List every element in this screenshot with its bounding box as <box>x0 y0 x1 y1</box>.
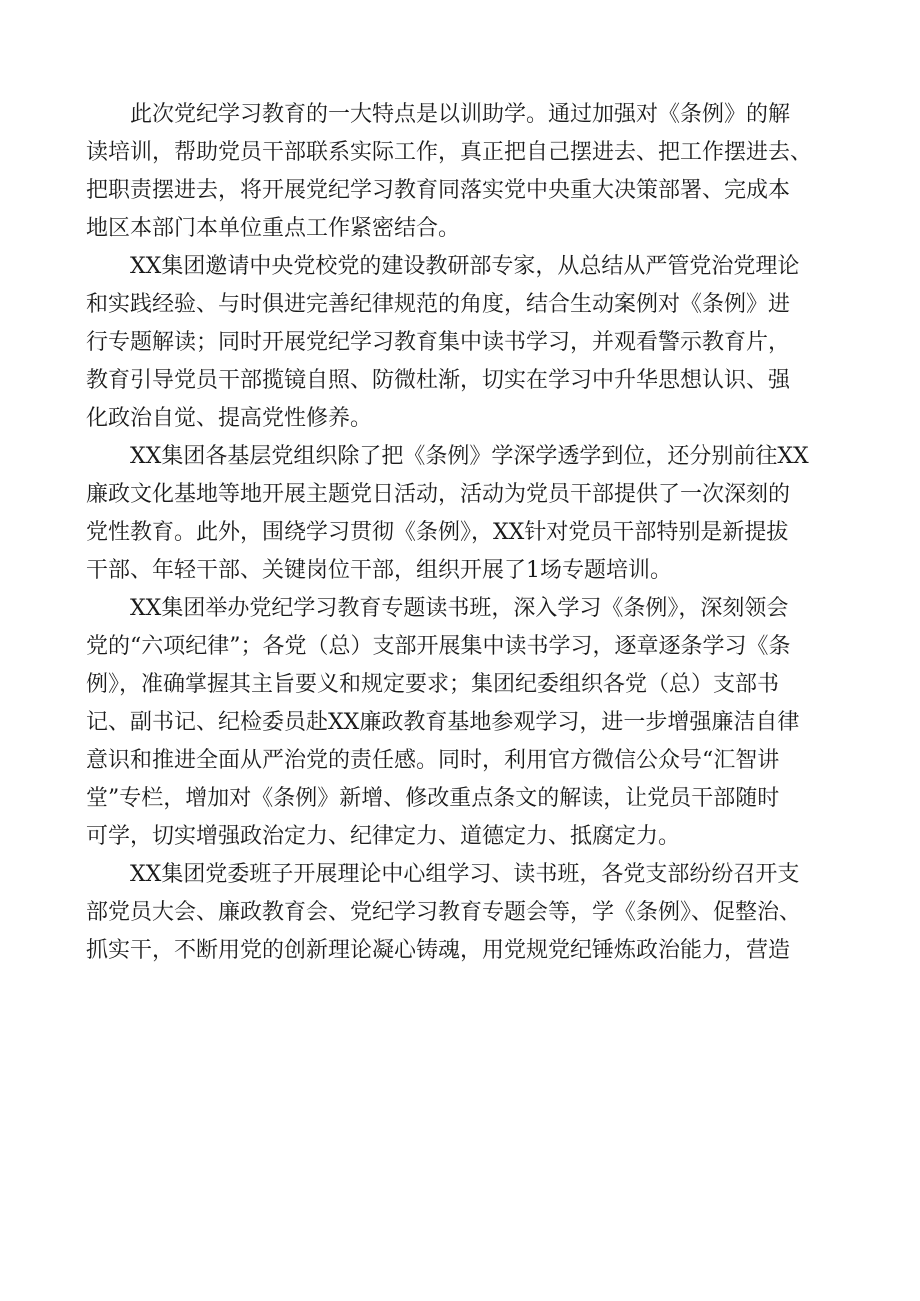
paragraph-4: XX集团举办党纪学习教育专题读书班，深入学习《条例》，深刻领会 党的“六项纪律”；各党（总）支部开展集中读书学习，逐章逐条学习《条 例》，准确掌握其主旨要义和规定要求；集团纪委组织各党（总）支部书 记、副书记、纪检委员赴XX廉政教育基地参观学习，进一步增强廉洁自律 意识和推进全面从严治党的责任感。同时，利用官方微信公众号“汇智讲 堂”专栏，增加对《条例》新增、修改重点条文的解读，让党员干部随时 可学，切实增强政治定力、纪律定力、道德定力、抵腐定力。 <box>86 596 800 849</box>
paragraph-2: XX集团邀请中央党校党的建设教研部专家，从总结从严管党治党理论 和实践经验、与时俱进完善纪律规范的角度，结合生动案例对《条例》进 行专题解读；同时开展党纪学习教育集中读书学习，并观看警示教育片， 教育引导党员干部揽镜自照、防微杜渐，切实在学习中升华思想认识、强 化政治自觉、提高党性修养。 <box>86 254 800 431</box>
paragraph-5: XX集团党委班子开展理论中心组学习、读书班，各党支部纷纷召开支 部党员大会、廉政教育会、党纪学习教育专题会等，学《条例》、促整治、 抓实干，不断用党的创新理论凝心铸魂，用党规党纪锤炼政治能力，营造 <box>86 862 802 963</box>
document-body <box>86 96 846 970</box>
paragraph-3: XX集团各基层党组织除了把《条例》学深学透学到位，还分别前往XX 廉政文化基地等地开展主题党日活动，活动为党员干部提供了一次深刻的 党性教育。此外，围绕学习贯彻《条例》，XX针对党员干部特别是新提拔 干部、年轻干部、关键岗位干部，组织开展了1场专题培训。 <box>86 444 809 583</box>
paragraph-1: 此次党纪学习教育的一大特点是以训助学。通过加强对《条例》的解 读培训，帮助党员干部联系实际工作，真正把自己摆进去、把工作摆进去、 把职责摆进去，将开展党纪学习教育同落实党中央重大决策部署、完成本 地区本部门本单位重点工作紧密结合。 <box>86 102 813 241</box>
